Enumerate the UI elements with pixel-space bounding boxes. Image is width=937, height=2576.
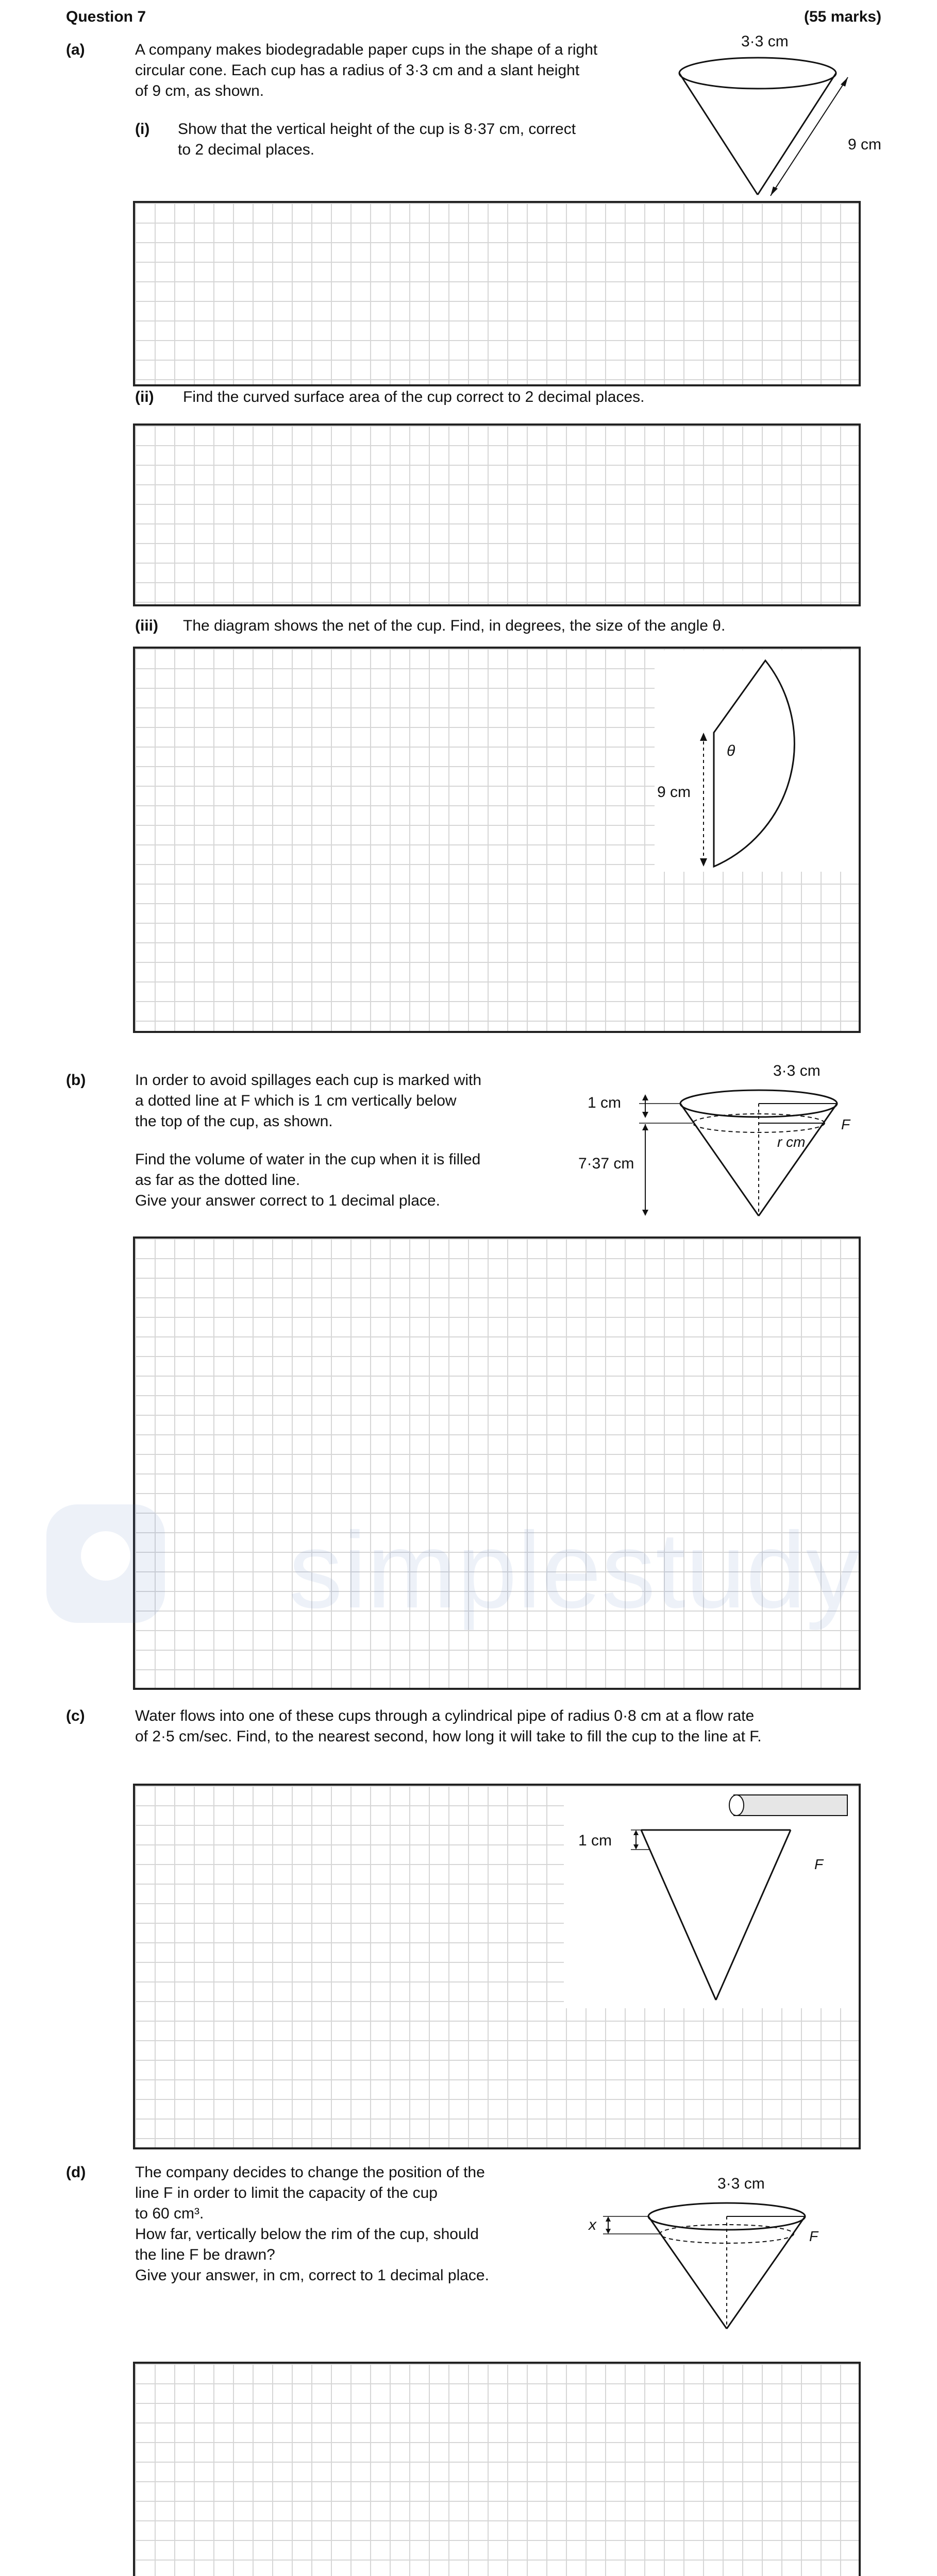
pipe-cone-diagram	[564, 1787, 859, 2008]
cone-d-radius-label: 3·3 cm	[717, 2175, 765, 2192]
part-b-text-6: Give your answer correct to 1 decimal place.	[135, 1192, 440, 1209]
part-d-text-2: line F in order to limit the capacity of the cup	[135, 2184, 438, 2201]
part-b-text-3: the top of the cup, as shown.	[135, 1113, 333, 1130]
part-b-text-4: Find the volume of water in the cup when it is filled	[135, 1151, 481, 1168]
question-marks: (55 marks)	[804, 8, 882, 25]
part-a-i-text-2: to 2 decimal places.	[178, 141, 315, 158]
cone-diagram-d	[557, 2159, 845, 2334]
cone-b-inner-radius-label: r cm	[777, 1134, 806, 1150]
part-b-text-5: as far as the dotted line.	[135, 1172, 300, 1189]
cone-c-gap-label: 1 cm	[578, 1832, 612, 1849]
cone-a-slant-label: 9 cm	[848, 136, 882, 153]
part-a-i-label: (i)	[135, 121, 150, 138]
cone-b-radius-label: 3·3 cm	[773, 1062, 821, 1079]
cone-a-radius-label: 3·3 cm	[741, 33, 789, 50]
part-d-label: (d)	[66, 2164, 86, 2181]
simplestudy-watermark	[46, 1494, 923, 1649]
answer-grid-a-ii[interactable]	[133, 423, 861, 606]
question-title: Question 7	[66, 8, 146, 25]
cone-d-point-label: F	[809, 2228, 818, 2244]
part-b-text-2: a dotted line at F which is 1 cm vertically below	[135, 1092, 457, 1109]
part-d-text-1: The company decides to change the position of the	[135, 2164, 485, 2181]
part-a-iii-label: (iii)	[135, 617, 158, 634]
cone-d-gap-label: x	[589, 2216, 596, 2233]
part-a-label: (a)	[66, 41, 85, 58]
part-a-iii-text: The diagram shows the net of the cup. Find, in degrees, the size of the angle θ.	[183, 617, 726, 634]
part-a-ii-label: (ii)	[135, 388, 154, 405]
part-d-text-6: Give your answer, in cm, correct to 1 decimal place.	[135, 2267, 489, 2284]
net-theta-label: θ	[727, 742, 735, 759]
part-c-label: (c)	[66, 1707, 85, 1724]
part-b-text-1: In order to avoid spillages each cup is marked with	[135, 1072, 482, 1089]
cone-b-gap-label: 1 cm	[588, 1094, 622, 1111]
watermark-text: simplestudy	[289, 1510, 860, 1631]
cone-diagram-a	[655, 31, 886, 206]
cone-diagram-b	[577, 1056, 866, 1221]
cone-c-point-label: F	[814, 1856, 824, 1872]
net-radius-label: 9 cm	[657, 784, 691, 801]
part-d-text-5: the line F be drawn?	[135, 2246, 275, 2263]
part-c-text-1: Water flows into one of these cups through a cylindrical pipe of radius 0·8 cm at a flow rate	[135, 1707, 755, 1724]
answer-grid-d[interactable]	[133, 2362, 861, 2576]
part-a-text-3: of 9 cm, as shown.	[135, 82, 264, 99]
cone-b-point-label: F	[841, 1116, 850, 1132]
part-b-label: (b)	[66, 1072, 86, 1089]
part-d-text-4: How far, vertically below the rim of the cup, should	[135, 2226, 479, 2243]
part-a-text-2: circular cone. Each cup has a radius of 3·3 cm and a slant height	[135, 62, 580, 79]
net-diagram	[655, 650, 859, 872]
part-a-i-text-1: Show that the vertical height of the cup is 8·37 cm, correct	[178, 121, 576, 138]
part-a-text-1: A company makes biodegradable paper cups in the shape of a right	[135, 41, 598, 58]
part-d-text-3: to 60 cm³.	[135, 2205, 204, 2222]
part-c-text-2: of 2·5 cm/sec. Find, to the nearest second, how long it will take to fill the cup to the line at F.	[135, 1728, 762, 1745]
answer-grid-a-i[interactable]	[133, 201, 861, 386]
part-a-ii-text: Find the curved surface area of the cup correct to 2 decimal places.	[183, 388, 645, 405]
cone-b-height-label: 7·37 cm	[578, 1155, 634, 1172]
